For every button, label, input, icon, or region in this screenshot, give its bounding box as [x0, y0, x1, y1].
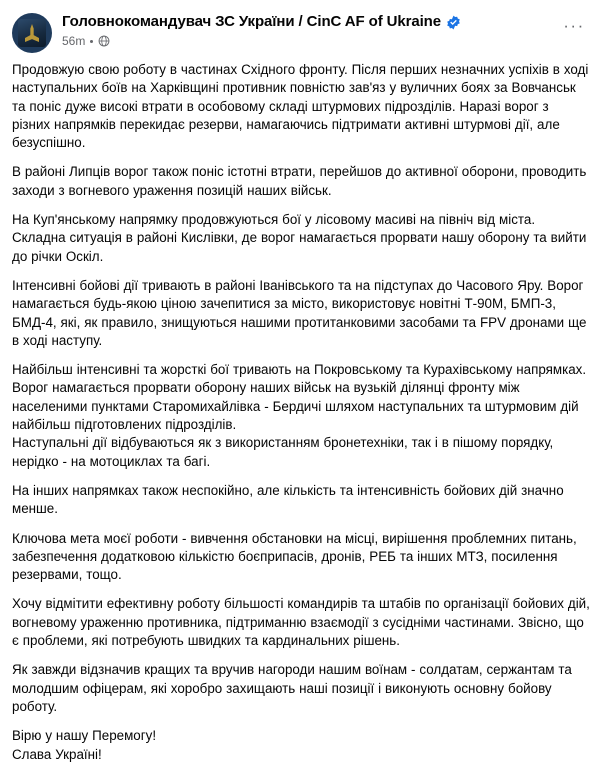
post-paragraph: Як завжди відзначив кращих та вручив нагороди нашим воїнам - солдатам, сержантам та молодшим офіцерам, які хоробро захищають наші позиції і виконують основну бойову роботу. [12, 662, 572, 714]
post-paragraph: Хочу відмітити ефективну роботу більшості командирів та штабів по організації бойових дій, вогневому ураженню противника, підтриманню взаємодії з сусідніми частинами. Звісно, що є проблеми, які потребують швидких та кардинальних рішень. [12, 596, 590, 649]
post-more-options-button[interactable]: ··· [563, 15, 585, 35]
post-paragraph: Слава Україні! [12, 746, 102, 762]
post-header-text [62, 12, 461, 48]
globe-icon[interactable] [98, 35, 110, 47]
post-paragraph: В районі Липців ворог також поніс істотні втрати, перейшов до активної оборони, проводить заходи з вогневого ураження позицій наших військ. [12, 164, 587, 198]
post-timestamp[interactable]: 56m [62, 34, 86, 48]
meta-separator-dot [90, 40, 93, 43]
post-paragraph: Вірю у нашу Перемогу! [12, 728, 157, 744]
post-paragraph: Наступальні дії відбуваються як з використанням бронетехніки, так і в пішому порядку, нерідко - на мотоциклах та багі. [12, 435, 554, 469]
avatar[interactable] [12, 13, 52, 53]
post-paragraph: На інших напрямках також неспокійно, але кількість та інтенсивність бойових дій значно менше. [12, 482, 564, 517]
post-paragraph: Продовжую свою роботу в частинах Східного фронту. Після перших незначних успіхів в ході наступальних боїв на Харківщині противник повністю зав'яз у вуличних боях за Вовчанськ та поніс дуже високі втрати в особовому складі штурмових підрозділів. Наразі ворог з різних напрямків перекидає резерви, намагаючись підтримати активні штурмові дії, але безуспішно. [12, 62, 589, 151]
post-body [0, 59, 602, 774]
post-header [0, 0, 602, 59]
post-paragraph: Ключова мета моєї роботи - вивчення обстановки на місці, вирішення проблемних питань, забезпечення додатковою кількістю боєприпасів, дронів, РЕБ та інших МТЗ, посилення резервами, тощо. [12, 530, 577, 583]
author-row [62, 13, 461, 31]
verified-badge-icon [446, 15, 461, 30]
post-paragraph: Інтенсивні бойові дії тривають в районі Іванівського та на підступах до Часового Яру. Ворог намагається будь-якою ціною зачепитися за місто, використовує новітні Т-90М, БМП-3, БМД-4, які, як правило, знищуються нашими протитанковими засобами та FPV дронами ще в ході наступу. [12, 277, 587, 348]
post-paragraph: Найбільш інтенсивні та жорсткі бої тривають на Покровському та Курахівському напрямках. Ворог намагається прорвати оборону наших військ на вузькій ділянці фронту між населеними пунктами Старомихайлівка - Бердичі шляхом наступальних та штурмовим дій найбільш підготовлених підрозділів. [12, 362, 587, 433]
post-meta [62, 34, 461, 48]
post-author-name[interactable]: Головнокомандувач ЗС України / CinC AF of Ukraine [62, 13, 441, 30]
post-paragraph: На Куп'янському напрямку продовжуються бої у лісовому масиві на північ від міста. Складна ситуація в районі Кислівки, де ворог намагається прорвати нашу оборону та вийти до річки Оскіл. [12, 212, 587, 264]
